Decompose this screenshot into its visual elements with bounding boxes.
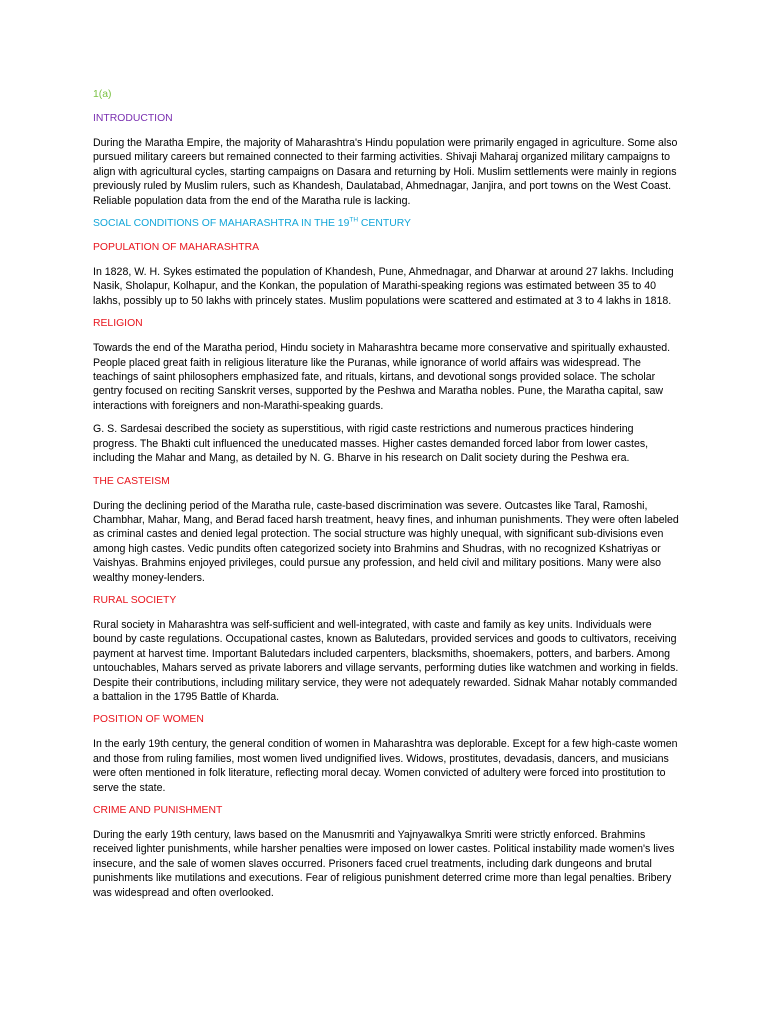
casteism-heading: THE CASTEISM (93, 475, 170, 487)
crime-and-punishment-paragraph: During the early 19th century, laws based on the Manusmriti and Yajnyawalkya Smriti were strictly enforced. Brahmins received lighter punishments, while harsher penalties were imposed on lower castes. Political instability made women's lives insecure, and the sale of women slaves occurred. Prisoners faced cruel treatments, including dark dungeons and brutal punishments like mutilations and executions. Fear of religious punishment deterred crime more than legal penalties. Bribery was widespread and often overlooked. (93, 829, 675, 899)
religion-paragraph-2: G. S. Sardesai described the society as superstitious, with rigid caste restrictions and numerous practices hindering progress. The Bhakti cult influenced the uneducated masses. Higher castes demanded forced labor from lower castes, including the Mahar and Mang, as detailed by N. G. Bharve in his research on Dalit society during the Peshwa era. (93, 423, 649, 465)
position-of-women-heading: POSITION OF WOMEN (93, 714, 204, 726)
introduction-paragraph: During the Maratha Empire, the majority of Maharashtra's Hindu population were primarily engaged in agriculture. Some also pursued military careers but remained connected to their farming activities. Shivaji Maharaj organized military campaigns to align with agricultural cycles, starting campaigns on Dasara and returning by Holi. Muslim settlements were mainly in regions previously ruled by Muslim rulers, such as Khandesh, Daulatabad, Ahmednagar, Janjira, and port towns on the West Coast. Reliable population data from the end of the Maratha rule is lacking. (93, 137, 678, 207)
rural-society-paragraph: Rural society in Maharashtra was self-sufficient and well-integrated, with caste and family as key units. Individuals were bound by caste regulations. Occupational castes, known as Balutedars, provided services and goods to cultivators, receiving payment at harvest time. Important Balutedars included carpenters, blacksmiths, shoemakers, potters, and barbers. Among untouchables, Mahars served as private laborers and village servants, performing duties like watchmen and working in fields. Despite their contributions, including military service, they were not adequately rewarded. Sidnak Mahar notably commanded a battalion in the 1795 Battle of Kharda. (93, 618, 679, 703)
religion-heading: RELIGION (93, 318, 143, 330)
religion-paragraph-1: Towards the end of the Maratha period, Hindu society in Maharashtra became more conservative and spiritually exhausted. People placed great faith in religious literature like the Puranas, while ignorance of world affairs was widespread. The teachings of saint philosophers emphasized fate, and rituals, kirtans, and devotional songs provided solace. The scholar gentry focused on reciting Sanskrit verses, supported by the Peshwa and Maratha nobles. Pune, the Maratha capital, saw interactions with foreigners and non-Marathi-speaking guards. (93, 342, 671, 412)
social-heading-text: SOCIAL CONDITIONS OF MAHARASHTRA IN THE 19 (93, 218, 350, 230)
document-page (93, 88, 679, 909)
crime-and-punishment-heading: CRIME AND PUNISHMENT (93, 805, 223, 816)
position-of-women-paragraph: In the early 19th century, the general condition of women in Maharashtra was deplorable. Except for a few high-caste women and those from ruling families, most women lived undignified lives. Widows, prostitutes, devadasis, dancers, and musicians were often mentioned in folk literature, reflecting moral decay. Women convicted of adultery were forced into prostitution to serve the state. (93, 738, 678, 794)
rural-society-heading: RURAL SOCIETY (93, 594, 177, 606)
section-number: 1(a) (93, 89, 112, 100)
social-heading-suffix: CENTURY (358, 218, 411, 230)
introduction-heading: INTRODUCTION (93, 113, 173, 124)
social-heading-superscript: TH (349, 216, 359, 224)
population-paragraph: In 1828, W. H. Sykes estimated the population of Khandesh, Pune, Ahmednagar, and Dharwar at around 27 lakhs. Including Nasik, Sholapur, Kolhapur, and the Konkan, the population of Marathi-speaking regions was estimated between 35 to 40 lakhs, possibly up to 50 lakhs with princely states. Muslim populations were scattered and estimated at 3 to 4 lakhs in 1818. (93, 266, 674, 307)
population-heading: POPULATION OF MAHARASHTRA (93, 242, 260, 254)
casteism-paragraph: During the declining period of the Maratha rule, caste-based discrimination was severe. Outcastes like Taral, Ramoshi, Chambhar, Mahar, Mang, and Berad faced harsh treatment, heavy fines, and inhuman punishments. They were often labeled as criminal castes and denied legal protection. The social structure was highly unequal, with significant sub-divisions even among high castes. Vedic pundits often categorized society into Brahmins and Shudras, with no recognized Kshatriyas or Vaishyas. Brahmins enjoyed privileges, could pursue any profession, and held civil and military positions. Many were also wealthy money-lenders. (93, 499, 679, 584)
social-conditions-heading (93, 217, 679, 231)
